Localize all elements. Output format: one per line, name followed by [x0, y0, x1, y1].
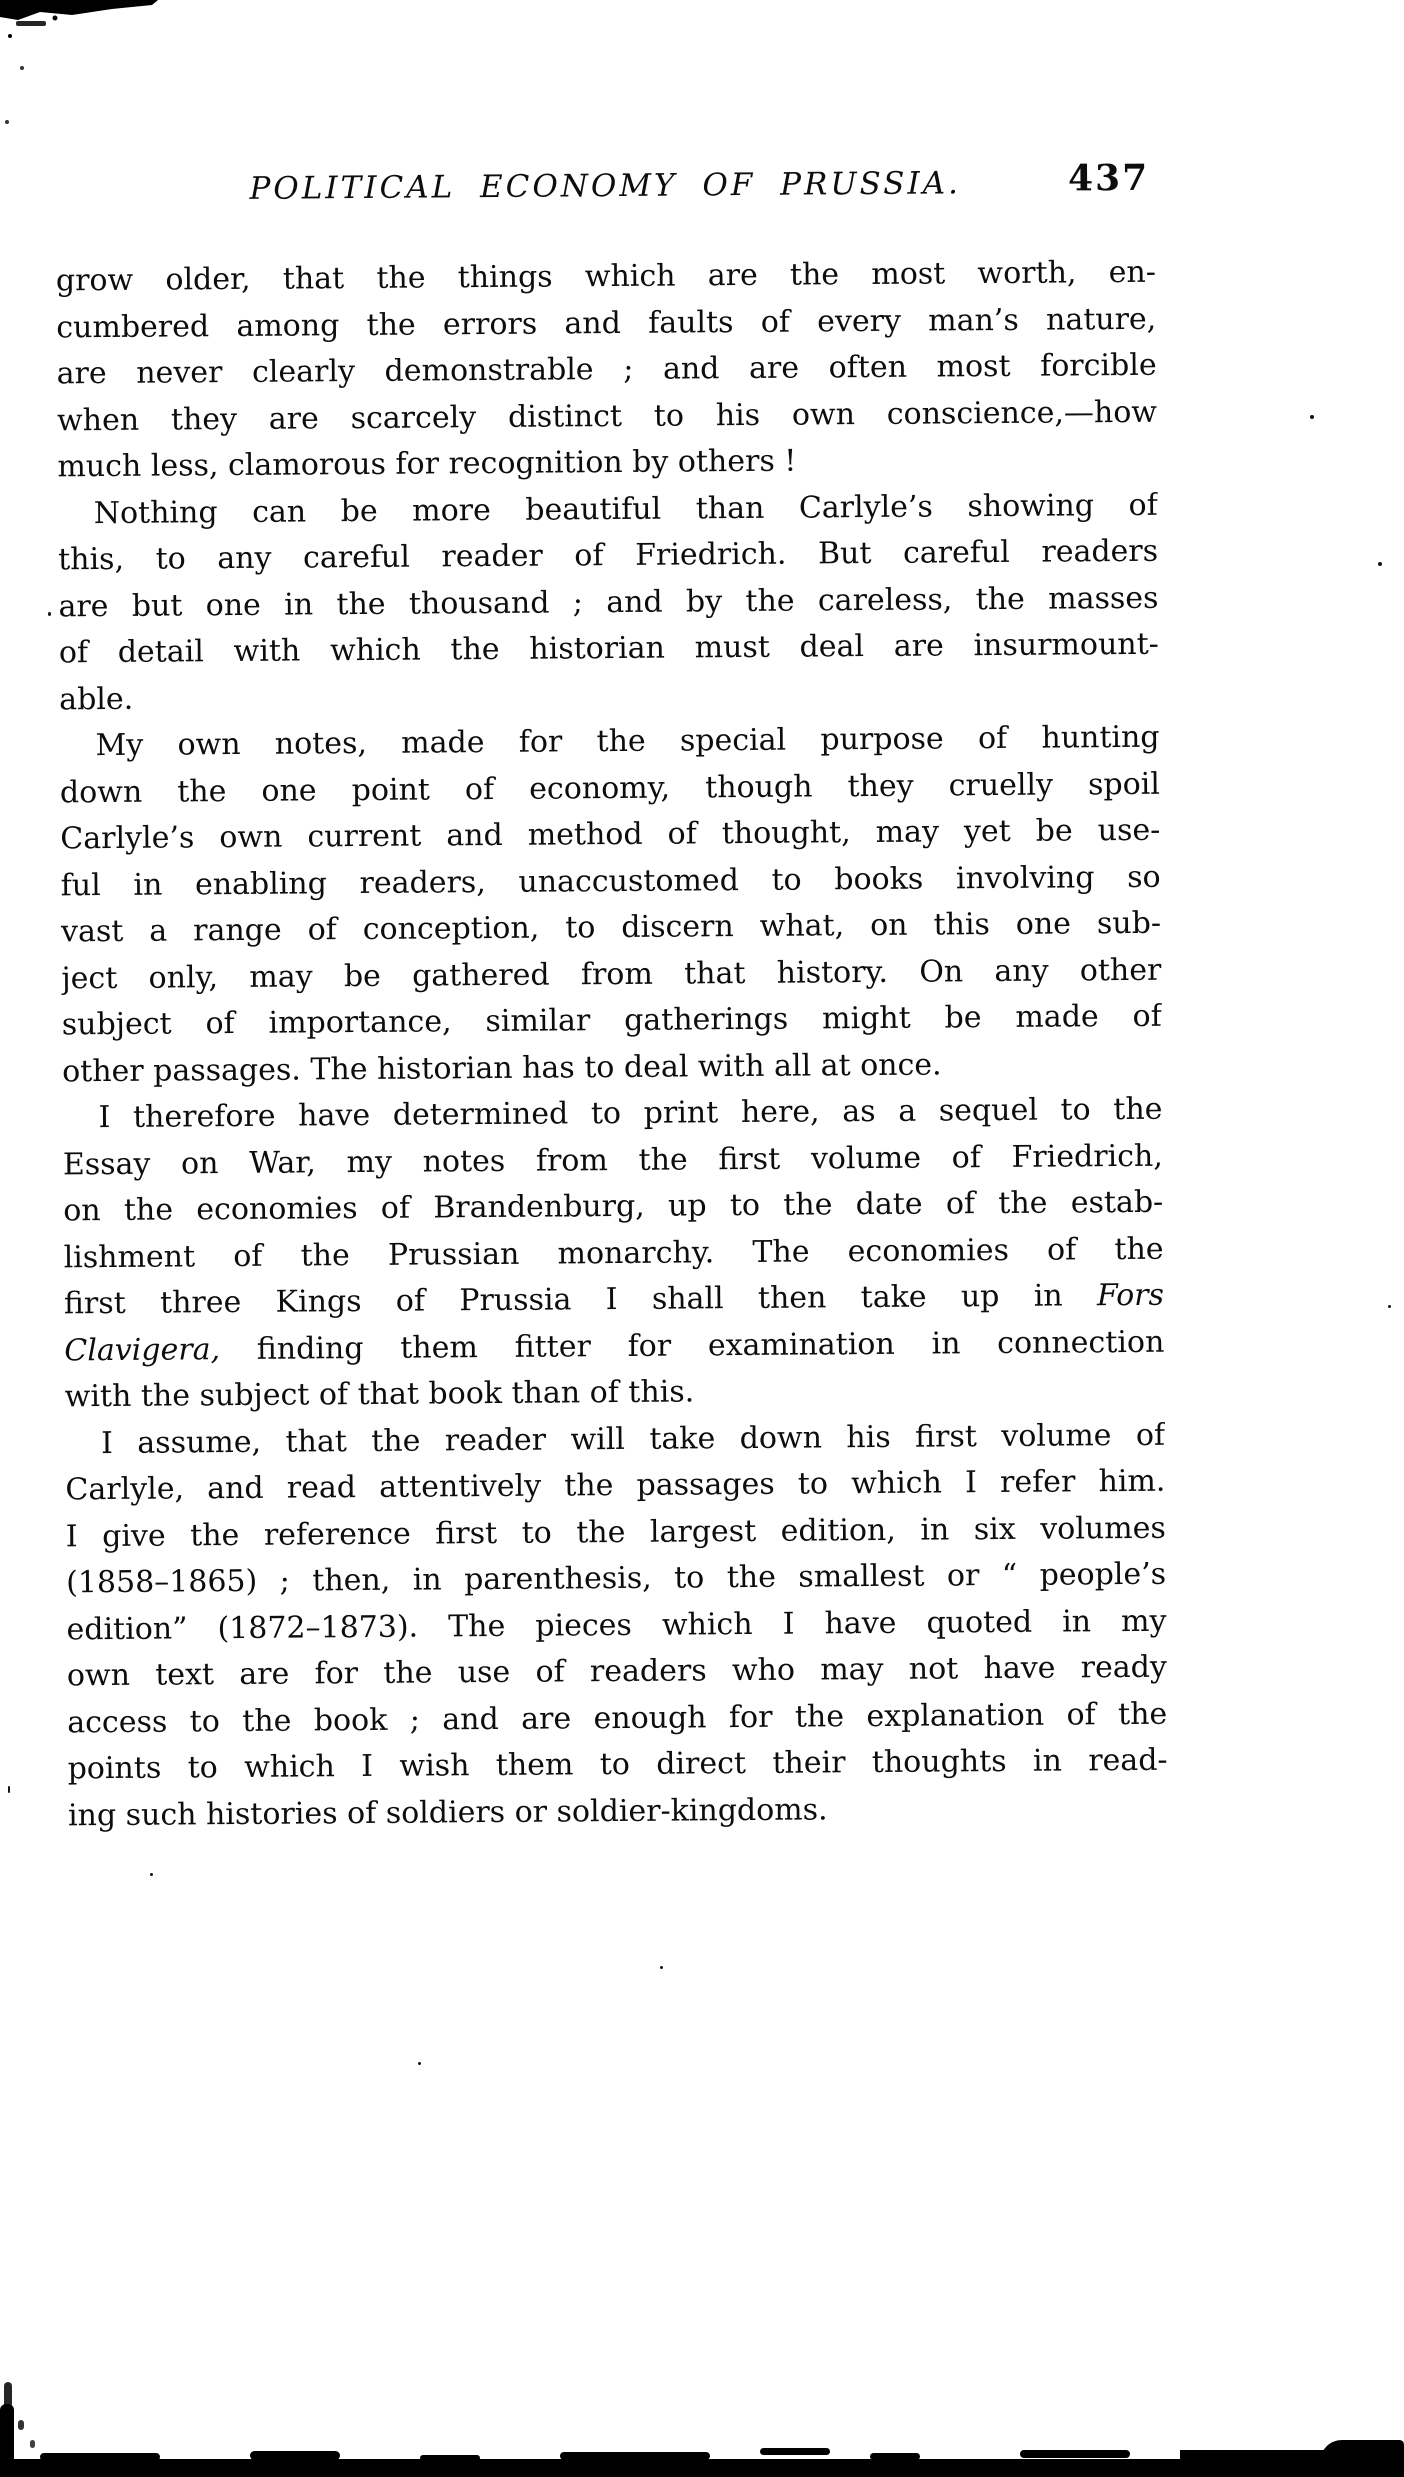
text-segment: on the economies of Brandenburg, up to the date of the estab- [63, 1184, 1164, 1229]
text-line [64, 1273, 1164, 1328]
page-number: 437 [1067, 156, 1150, 200]
text-segment: ful in enabling readers, unaccustomed to books involving so [60, 859, 1161, 903]
paragraph [58, 482, 1160, 723]
text-segment: ject only, may be gathered from that history. On any other [61, 952, 1162, 996]
text-segment: I give the reference first to the largest edition, in six volumes [65, 1510, 1166, 1554]
text-segment: of detail with which the historian must deal are insurmount- [58, 626, 1159, 671]
text-line [63, 1180, 1163, 1235]
text-segment: this, to any careful reader of Friedrich. But careful readers [57, 533, 1159, 578]
body-text [56, 250, 1168, 1840]
text-line [58, 529, 1158, 584]
text-segment: Essay on War, my notes from the first volume of Friedrich, [62, 1138, 1163, 1182]
text-segment: grow older, that the things which are the most worth, en- [55, 254, 1157, 299]
text-line [56, 343, 1156, 398]
text-segment: when they are scarcely distinct to his own conscience,—how [56, 394, 1158, 438]
text-segment: Carlyle’s own current and method of thought, may yet be use- [60, 812, 1161, 857]
text-line [65, 1459, 1165, 1514]
text-segment: Nothing can be more beautiful than Carlyle’s showing of [93, 487, 1158, 531]
text-segment: own text are for the use of readers who may not have ready [66, 1649, 1168, 1694]
paragraph [65, 1412, 1168, 1839]
text-line [67, 1645, 1167, 1700]
text-line [66, 1552, 1166, 1607]
text-line [56, 250, 1156, 305]
text-line [59, 622, 1159, 677]
text-segment: much less, clamorous for recognition by others ! [57, 443, 797, 485]
text-line [57, 389, 1157, 444]
text-line [68, 1784, 1168, 1839]
text-segment: cumbered among the errors and faults of every man’s nature, [56, 301, 1157, 345]
text-segment: I assume, that the reader will take down his first volume of [100, 1417, 1166, 1461]
text-segment: (1858–1865) ; then, in parenthesis, to the smallest or “ people’s [66, 1556, 1167, 1601]
text-segment: ing such histories of soldiers or soldier-kingdoms. [67, 1791, 828, 1833]
text-segment: finding them fitter for examination in connection [219, 1324, 1165, 1367]
paragraph [59, 715, 1162, 1096]
italic-text: Clavigera, [64, 1331, 221, 1368]
text-segment: first three Kings of Prussia I shall then take up in [63, 1278, 1098, 1322]
text-segment: are but one in the thousand ; and by the careless, the masses [58, 580, 1159, 624]
text-segment: other passages. The historian has to deal with all at once. [62, 1046, 942, 1089]
text-line [61, 901, 1161, 956]
text-segment: edition” (1872–1873). The pieces which I have quoted in my [66, 1603, 1167, 1647]
text-segment: lishment of the Prussian monarchy. The economies of the [63, 1231, 1164, 1275]
text-segment: My own notes, made for the special purpose of hunting [95, 719, 1160, 764]
paragraph [56, 250, 1158, 491]
text-line [64, 1319, 1164, 1374]
text-segment: with the subject of that book than of this. [64, 1374, 695, 1415]
running-title: POLITICAL ECONOMY OF PRUSSIA. [249, 165, 962, 207]
paragraph [62, 1087, 1165, 1421]
text-line [60, 808, 1160, 863]
text-segment: Carlyle, and read attentively the passages to which I refer him. [65, 1463, 1166, 1508]
text-segment: able. [59, 681, 134, 717]
text-segment: vast a range of conception, to discern what, on this one sub- [60, 905, 1162, 950]
text-line [62, 994, 1162, 1049]
text-segment: down the one point of economy, though they cruelly spoil [59, 766, 1161, 810]
text-segment: are never clearly demonstrable ; and are often most forcible [56, 347, 1157, 392]
italic-text: Fors [1096, 1277, 1165, 1314]
text-segment: subject of importance, similar gatherings might be made of [61, 998, 1162, 1043]
text-segment: points to which I wish them to direct their thoughts in read- [67, 1742, 1168, 1787]
text-line [59, 715, 1159, 770]
text-segment: access to the book ; and are enough for the explanation of the [67, 1696, 1168, 1740]
text-line [67, 1738, 1167, 1793]
scan-smudge-top-left-icon [0, 0, 190, 140]
text-segment: I therefore have determined to print here, as a sequel to the [98, 1091, 1163, 1136]
page-header [55, 158, 1155, 215]
text-line [62, 1087, 1162, 1142]
